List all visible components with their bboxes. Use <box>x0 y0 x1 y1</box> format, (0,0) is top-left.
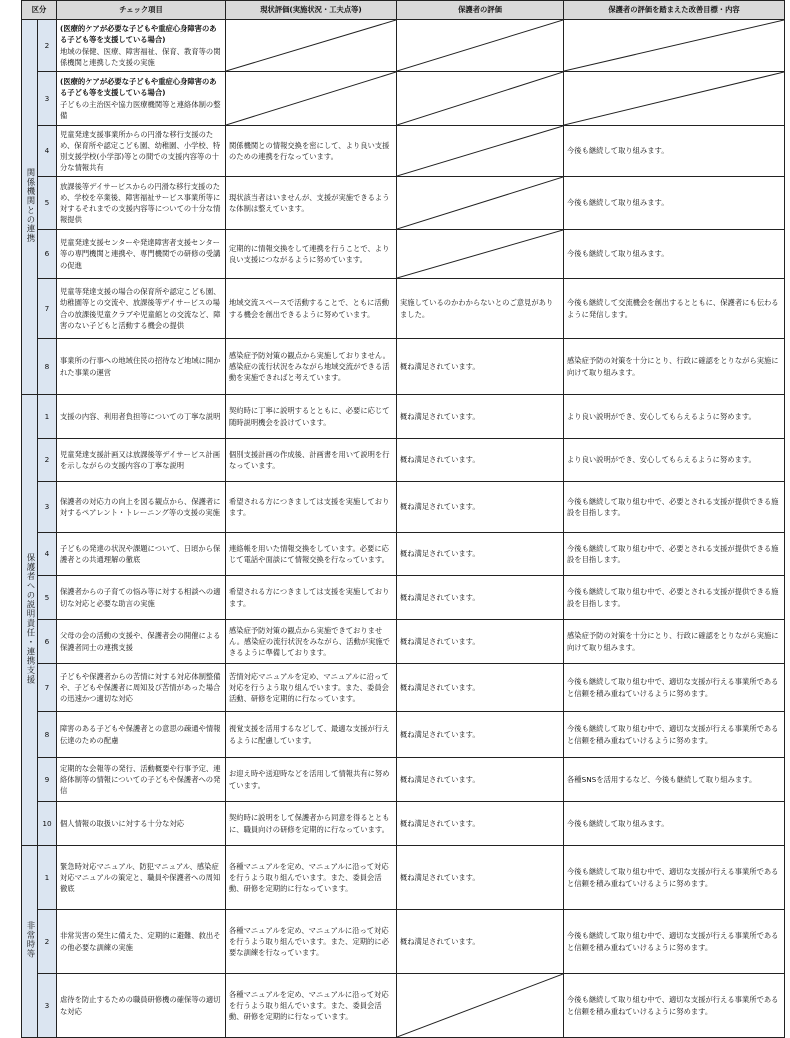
guardian-cell-empty <box>397 126 564 177</box>
table-row <box>22 439 785 482</box>
status-cell: 希望される方につきましては支援を実施しております。 <box>226 576 397 620</box>
row-number: 9 <box>38 758 57 802</box>
row-number: 8 <box>38 712 57 758</box>
status-cell: 希望される方につきましては支援を実施しております。 <box>226 482 397 533</box>
status-cell: 契約時に説明をして保護者から同意を得るとともに、職員向けの研修を定期的に行なっています。 <box>226 802 397 846</box>
status-cell: お迎え時や送迎時などを活用して情報共有に努めています。 <box>226 758 397 802</box>
guardian-cell: 概ね満足されています。 <box>397 758 564 802</box>
goal-cell: 感染症予防の対策を十分にとり、行政に確認をとりながら実施に向けて取り組みます。 <box>564 620 785 664</box>
guardian-cell-empty <box>397 974 564 1038</box>
table-row <box>22 910 785 974</box>
goal-cell: 今後も継続して交流機会を創出するとともに、保護者にも伝わるように発信します。 <box>564 279 785 339</box>
goal-cell: 今後も継続して取り組みます。 <box>564 802 785 846</box>
guardian-cell: 概ね満足されています。 <box>397 395 564 439</box>
table-row <box>22 279 785 339</box>
status-cell: 感染症予防対策の観点から実施しておりません。感染症の流行状況をみながら地域交流ができる活動を実施できればと考えています。 <box>226 339 397 395</box>
row-number: 6 <box>38 230 57 279</box>
check-item: 児童等発達支援の場合の保育所や認定こども園、幼稚園等との交流や、放課後等デイサービスの場合の放課後児童クラブや児童館との交流など、障害のない子どもと活動する機会の提供 <box>57 279 226 339</box>
row-number: 1 <box>38 846 57 910</box>
table-row <box>22 802 785 846</box>
table-row <box>22 230 785 279</box>
row-number: 6 <box>38 620 57 664</box>
category-guardian-accountability: 保護者への説明責任・連携支援 <box>22 395 38 846</box>
check-item: 子どもの発達の状況や課題について、日頃から保護者との共通理解の徹底 <box>57 533 226 576</box>
header-status: 現状評価(実施状況・工夫点等) <box>226 1 397 20</box>
table-row <box>22 339 785 395</box>
row-number: 4 <box>38 126 57 177</box>
row-number: 1 <box>38 395 57 439</box>
check-item: 定期的な会報等の発行、活動概要や行事予定、連絡体制等の情報についての子どもや保護者への発信 <box>57 758 226 802</box>
status-cell: 各種マニュアルを定め、マニュアルに沿って対応を行うよう取り組んでいます。また、委員会活動、研修を定期的に行なっています。 <box>226 974 397 1038</box>
check-item: 非常災害の発生に備えた、定期的に避難、救出その他必要な訓練の実施 <box>57 910 226 974</box>
check-item: 児童発達支援事業所からの円滑な移行支援のため、保育所や認定こども園、幼稚園、小学校、特別支援学校(小学部)等との間での支援内容等の十分な情報共有 <box>57 126 226 177</box>
guardian-cell: 概ね満足されています。 <box>397 664 564 712</box>
goal-cell: 今後も継続して取り組む中で、適切な支援が行える事業所であると信頼を積み重ねていけるように努めます。 <box>564 910 785 974</box>
check-item-heading: (医療的ケアが必要な子どもや重症心身障害のある子ども等を支援している場合) <box>60 77 217 98</box>
guardian-cell-empty <box>397 72 564 126</box>
status-cell: 現状該当者はいませんが、支援が実施できるような体制は整えています。 <box>226 177 397 230</box>
goal-cell: 今後も継続して取り組む中で、必要とされる支援が提供できる施設を目指します。 <box>564 576 785 620</box>
check-item: 支援の内容、利用者負担等についての丁寧な説明 <box>57 395 226 439</box>
header-row <box>22 1 785 20</box>
guardian-cell-empty <box>397 230 564 279</box>
guardian-cell: 概ね満足されています。 <box>397 620 564 664</box>
table-row <box>22 712 785 758</box>
goal-cell-empty <box>564 20 785 72</box>
check-item: 児童発達支援センターや発達障害者支援センター等の専門機関と連携や、専門機関での研修の受講の促進 <box>57 230 226 279</box>
check-item: 虐待を防止するための職員研修機の確保等の適切な対応 <box>57 974 226 1038</box>
check-item: 保護者の対応力の向上を図る観点から、保護者に対するペアレント・トレーニング等の支援の実施 <box>57 482 226 533</box>
table-row <box>22 177 785 230</box>
table-row <box>22 974 785 1038</box>
guardian-cell: 概ね満足されています。 <box>397 802 564 846</box>
row-number: 4 <box>38 533 57 576</box>
check-item: 保護者からの子育ての悩み等に対する相談への適切な対応と必要な助言の実施 <box>57 576 226 620</box>
goal-cell: 今後も継続して取り組む中で、必要とされる支援が提供できる施設を目指します。 <box>564 533 785 576</box>
table-row <box>22 576 785 620</box>
header-category: 区分 <box>22 1 57 20</box>
table-row <box>22 72 785 126</box>
check-item: 児童発達支援計画又は放課後等デイサービス計画を示しながらの支援内容の丁寧な説明 <box>57 439 226 482</box>
status-cell-empty <box>226 20 397 72</box>
status-cell: 各種マニュアルを定め、マニュアルに沿って対応を行うよう取り組んでいます。また、委員会活動、研修を定期的に行なっています。 <box>226 846 397 910</box>
goal-cell: 今後も継続して取り組む中で、適切な支援が行える事業所であると信頼を積み重ねていけるように努めます。 <box>564 974 785 1038</box>
table-row <box>22 20 785 72</box>
status-cell: 契約時に丁寧に説明するとともに、必要に応じて随時説明機会を設けています。 <box>226 395 397 439</box>
goal-cell-empty <box>564 72 785 126</box>
goal-cell: 各種SNSを活用するなど、今後も継続して取り組みます。 <box>564 758 785 802</box>
check-item: 個人情報の取扱いに対する十分な対応 <box>57 802 226 846</box>
guardian-cell: 概ね満足されています。 <box>397 533 564 576</box>
check-item-text: 子どもの主治医や協力医療機関等と連絡体制の整備 <box>60 99 221 120</box>
status-cell: 視覚支援を活用するなどして、最適な支援が行えるように配慮しています。 <box>226 712 397 758</box>
guardian-cell-empty <box>397 177 564 230</box>
row-number: 7 <box>38 664 57 712</box>
row-number: 3 <box>38 72 57 126</box>
header-goal: 保護者の評価を踏まえた改善目標・内容 <box>564 1 785 20</box>
table-row <box>22 533 785 576</box>
header-guardian: 保護者の評価 <box>397 1 564 20</box>
status-cell: 連絡帳を用いた情報交換をしています。必要に応じて電話や面談にて情報交換を行なっています。 <box>226 533 397 576</box>
check-item <box>57 20 226 72</box>
table-row <box>22 758 785 802</box>
check-item: 障害のある子どもや保護者との意思の疎通や情報伝達のための配慮 <box>57 712 226 758</box>
goal-cell: 今後も継続して取り組みます。 <box>564 177 785 230</box>
guardian-cell: 概ね満足されています。 <box>397 576 564 620</box>
goal-cell: 感染症予防の対策を十分にとり、行政に確認をとりながら実施に向けて取り組みます。 <box>564 339 785 395</box>
status-cell: 各種マニュアルを定め、マニュアルに沿って対応を行うよう取り組んでいます。また、定期的に必要な訓練を行なっています。 <box>226 910 397 974</box>
check-item <box>57 72 226 126</box>
guardian-cell: 概ね満足されています。 <box>397 712 564 758</box>
row-number: 8 <box>38 339 57 395</box>
check-item-text: 地域の保健、医療、障害福祉、保育、教育等の関係機関と連携した支援の実施 <box>60 46 221 67</box>
status-cell: 地域交流スペースで活動することで、ともに活動する機会を創出できるように努めています。 <box>226 279 397 339</box>
table-row <box>22 620 785 664</box>
guardian-cell: 概ね満足されています。 <box>397 482 564 533</box>
row-number: 2 <box>38 439 57 482</box>
status-cell: 個別支援計画の作成後、計画書を用いて説明を行なっています。 <box>226 439 397 482</box>
status-cell: 定期的に情報交換をして連携を行うことで、より良い支援につながるように努めています。 <box>226 230 397 279</box>
guardian-cell: 概ね満足されています。 <box>397 910 564 974</box>
header-item: チェック項目 <box>57 1 226 20</box>
guardian-cell-empty <box>397 20 564 72</box>
goal-cell: 今後も継続して取り組みます。 <box>564 126 785 177</box>
check-item: 父母の会の活動の支援や、保護者会の開催による保護者同士の連携支援 <box>57 620 226 664</box>
evaluation-table <box>21 0 785 1038</box>
guardian-cell: 実施しているのかわからないとのご意見がありました。 <box>397 279 564 339</box>
check-item-heading: (医療的ケアが必要な子どもや重症心身障害のある子ども等を支援している場合) <box>60 24 217 45</box>
row-number: 10 <box>38 802 57 846</box>
goal-cell: 今後も継続して取り組む中で、適切な支援が行える事業所であると信頼を積み重ねていけるように努めます。 <box>564 664 785 712</box>
goal-cell: 今後も継続して取り組みます。 <box>564 230 785 279</box>
status-cell: 感染症予防対策の観点から実施できておりません。感染症の流行状況をみながら、活動が実施できるように準備しております。 <box>226 620 397 664</box>
goal-cell: より良い説明ができ、安心してもらえるように努めます。 <box>564 439 785 482</box>
row-number: 2 <box>38 910 57 974</box>
check-item: 緊急時対応マニュアル、防犯マニュアル、感染症対応マニュアルの策定と、職員や保護者への周知徹底 <box>57 846 226 910</box>
status-cell-empty <box>226 72 397 126</box>
table-row <box>22 395 785 439</box>
row-number: 5 <box>38 177 57 230</box>
table-row <box>22 126 785 177</box>
guardian-cell: 概ね満足されています。 <box>397 439 564 482</box>
guardian-cell: 概ね満足されています。 <box>397 339 564 395</box>
category-emergency: 非常時等 <box>22 846 38 1038</box>
table-row <box>22 482 785 533</box>
check-item: 事業所の行事への地域住民の招待など地域に開かれた事業の運営 <box>57 339 226 395</box>
table-row <box>22 846 785 910</box>
check-item: 子どもや保護者からの苦情に対する対応体制整備や、子どもや保護者に周知及び苦情があった場合の迅速かつ適切な対応 <box>57 664 226 712</box>
row-number: 3 <box>38 974 57 1038</box>
row-number: 5 <box>38 576 57 620</box>
status-cell: 苦情対応マニュアルを定め、マニュアルに沿って対応を行うよう取り組んでいます。また、委員会活動、研修を定期的に行なっています。 <box>226 664 397 712</box>
row-number: 3 <box>38 482 57 533</box>
table-row <box>22 664 785 712</box>
goal-cell: 今後も継続して取り組む中で、必要とされる支援が提供できる施設を目指します。 <box>564 482 785 533</box>
goal-cell: より良い説明ができ、安心してもらえるように努めます。 <box>564 395 785 439</box>
row-number: 2 <box>38 20 57 72</box>
check-item: 放課後等デイサービスからの円滑な移行支援のため、学校を卒業後、障害福祉サービス事業所等に対するそれまでの支援内容等についての十分な情報提供 <box>57 177 226 230</box>
goal-cell: 今後も継続して取り組む中で、適切な支援が行える事業所であると信頼を積み重ねていけるように努めます。 <box>564 846 785 910</box>
goal-cell: 今後も継続して取り組む中で、適切な支援が行える事業所であると信頼を積み重ねていけるように努めます。 <box>564 712 785 758</box>
category-cooperation: 関係機関との連携 <box>22 20 38 395</box>
guardian-cell: 概ね満足されています。 <box>397 846 564 910</box>
status-cell: 関係機関との情報交換を密にして、より良い支援のための連携を行なっています。 <box>226 126 397 177</box>
row-number: 7 <box>38 279 57 339</box>
